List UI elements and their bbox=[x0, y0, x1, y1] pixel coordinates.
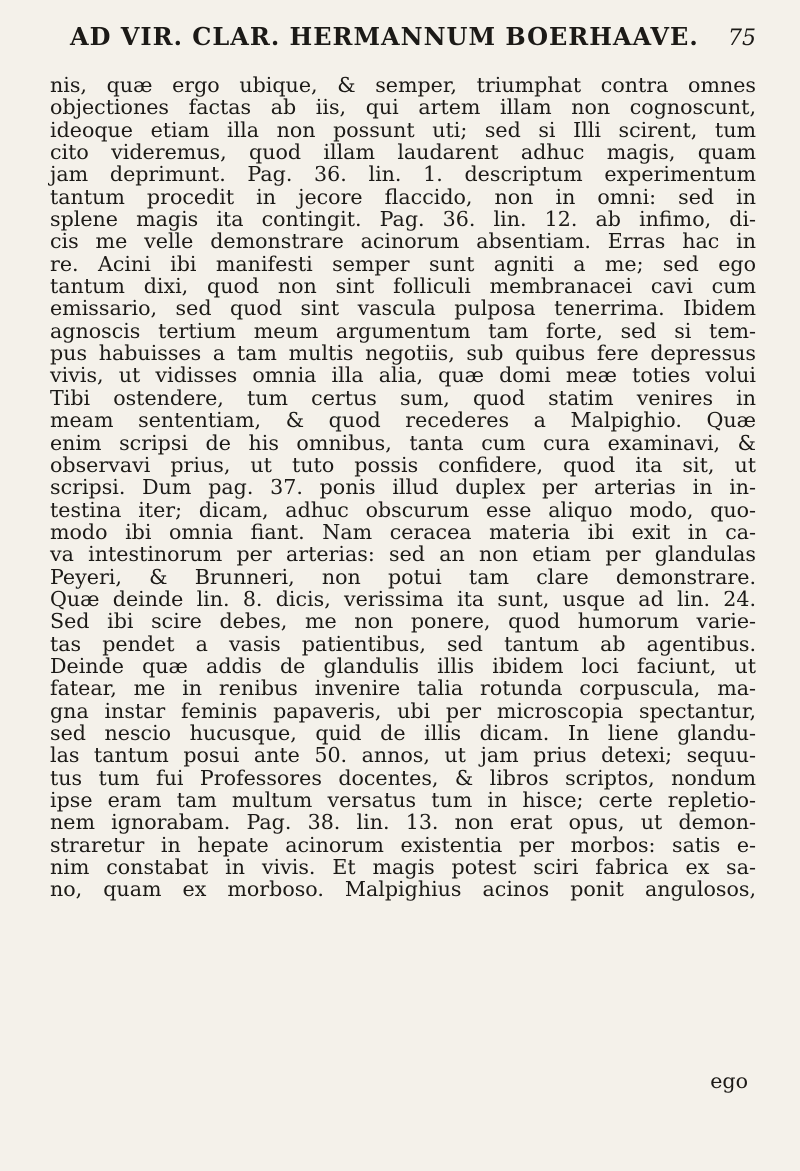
text-line: cis me velle demonstrare acinorum absentiam. Erras hac in bbox=[50, 229, 756, 254]
text-line: testina iter; dicam, adhuc obscurum esse aliquo modo, quo- bbox=[50, 497, 756, 522]
text-line: observavi prius, ut tuto possis confidere, quod ita sit, ut bbox=[50, 452, 756, 477]
text-line: pus habuisses a tam multis negotiis, sub quibus fere depressus bbox=[50, 341, 756, 366]
text-line: meam sententiam, & quod recederes a Malpighio. Quæ bbox=[50, 408, 756, 433]
text-line: Sed ibi scire debes, me non ponere, quod humorum varie- bbox=[50, 609, 756, 634]
body-text bbox=[50, 74, 756, 901]
text-line: no, quam ex morboso. Malpighius acinos ponit angulosos, bbox=[50, 877, 756, 902]
text-line: tantum procedit in jecore flaccido, non in omni: sed in bbox=[50, 184, 756, 209]
text-line: scripsi. Dum pag. 37. ponis illud duplex per arterias in in- bbox=[50, 475, 756, 500]
text-line: cito videremus, quod illam laudarent adhuc magis, quam bbox=[50, 140, 756, 165]
text-line: tas pendet a vasis patientibus, sed tantum ab agentibus. bbox=[50, 631, 756, 656]
text-line: Deinde quæ addis de glandulis illis ibidem loci faciunt, ut bbox=[50, 653, 756, 678]
text-line: nim constabat in vivis. Et magis potest sciri fabrica ex sa- bbox=[50, 855, 756, 880]
text-line: objectiones factas ab iis, qui artem illam non cognoscunt, bbox=[50, 95, 756, 120]
text-line: sed nescio hucusque, quid de illis dicam. In liene glandu- bbox=[50, 720, 756, 745]
running-head: AD VIR. CLAR. HERMANNUM BOERHAAVE. bbox=[70, 22, 699, 51]
text-line: tantum dixi, quod non sint folliculi membranacei cavi cum bbox=[50, 274, 756, 299]
text-line: agnoscis tertium meum argumentum tam forte, sed si tem- bbox=[50, 318, 756, 343]
text-line: ideoque etiam illa non possunt uti; sed si Illi scirent, tum bbox=[50, 117, 756, 142]
text-line: gna instar feminis papaveris, ubi per microscopia spectantur, bbox=[50, 698, 756, 723]
catchword: ego bbox=[710, 1069, 748, 1093]
page-number: 75 bbox=[728, 26, 756, 51]
text-line: ipse eram tam multum versatus tum in hisce; certe repletio- bbox=[50, 788, 756, 812]
text-line: modo ibi omnia fiant. Nam ceracea materia ibi exit in ca- bbox=[50, 519, 756, 544]
text-line: nem ignorabam. Pag. 38. lin. 13. non erat opus, ut demon- bbox=[50, 810, 756, 835]
text-line: jam deprimunt. Pag. 36. lin. 1. descriptum experimentum bbox=[50, 162, 756, 187]
text-line: va intestinorum per arterias: sed an non etiam per glandulas bbox=[50, 542, 756, 567]
text-line: enim scripsi de his omnibus, tanta cum cura examinavi, & bbox=[50, 430, 756, 455]
text-line: splene magis ita contingit. Pag. 36. lin. 12. ab infimo, di- bbox=[50, 207, 756, 232]
page-header bbox=[70, 22, 756, 66]
text-line: Tibi ostendere, tum certus sum, quod statim venires in bbox=[50, 385, 756, 410]
text-line: nis, quæ ergo ubique, & semper, triumphat contra omnes bbox=[50, 73, 756, 97]
text-line: vivis, ut vidisses omnia illa alia, quæ domi meæ toties volui bbox=[50, 363, 756, 388]
text-line: re. Acini ibi manifesti semper sunt agniti a me; sed ego bbox=[50, 251, 756, 276]
text-line: Peyeri, & Brunneri, non potui tam clare demonstrare. bbox=[50, 564, 756, 589]
text-line: Quæ deinde lin. 8. dicis, verissima ita sunt, usque ad lin. 24. bbox=[50, 586, 756, 611]
text-line: straretur in hepate acinorum existentia per morbos: satis e- bbox=[50, 832, 756, 857]
text-line: las tantum posui ante 50. annos, ut jam prius detexi; sequu- bbox=[50, 743, 756, 768]
text-line: emissario, sed quod sint vascula pulposa tenerrima. Ibidem bbox=[50, 296, 756, 321]
text-line: fatear, me in renibus invenire talia rotunda corpuscula, ma- bbox=[50, 676, 756, 701]
text-line: tus tum fui Professores docentes, & libros scriptos, nondum bbox=[50, 765, 756, 790]
